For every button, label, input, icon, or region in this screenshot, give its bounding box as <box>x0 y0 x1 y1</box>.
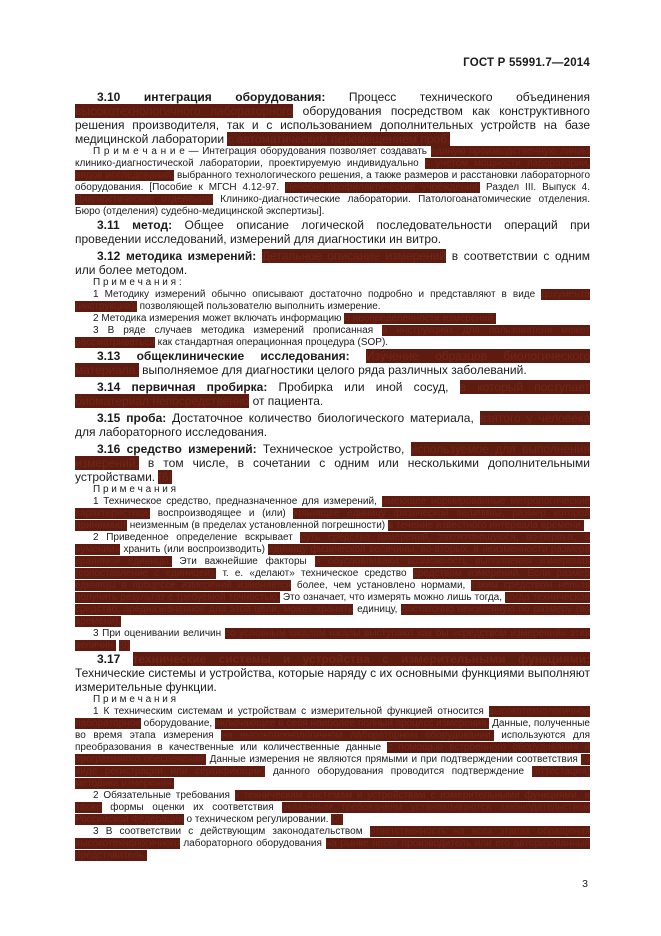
body-text-run: 1 Методику измерений обычно описывают достаточно подробно и представляют в виде <box>93 289 542 300</box>
body-text-run: данного оборудования проводится подтверждение <box>265 766 532 777</box>
highlighted-text-run: указанным требованиям устанавливаются законодательством Российской Федерации <box>75 802 590 825</box>
note-paragraph <box>75 146 590 218</box>
document-body <box>75 90 590 862</box>
body-text-run: 3 В соответствии с действующим законодательством <box>93 826 370 837</box>
highlighted-text-run: в инструкциях для пользователя может рассматриваться <box>75 325 590 348</box>
highlighted-text-run: на высокотехнологичном лабораторном оборудовании, <box>221 730 494 741</box>
term-definition-paragraph <box>75 249 590 277</box>
body-text-run: Данные, полученные во время этапа измерения <box>75 718 590 741</box>
body-text-run: Достаточное количество биологического материала, <box>166 411 480 425</box>
body-text-run: используются для преобразования в качественные или количественные данные <box>75 730 590 753</box>
body-text-run: хранить (или воспроизводить) <box>120 544 269 555</box>
body-text-run: о техническом регулировании. <box>183 814 332 825</box>
body-text-run: Техническое устройство, <box>256 442 411 456</box>
term-definition-paragraph <box>75 349 590 377</box>
body-text-run: П р и м е ч а н и е — Интеграция оборудования позволяет создавать <box>93 146 431 157</box>
highlighted-text-run: когда техническое средство, предназначенное для этой цели, может хранить <box>75 592 590 615</box>
highlighted-text-run: с помощью встроенного оборудования и программного обеспечения. <box>75 742 590 765</box>
highlighted-text-run: Лечебно-профилактические учреждения. <box>285 182 481 193</box>
highlighted-text-run: на рынке несет производитель или его авторизованный представитель. <box>75 838 590 861</box>
body-text-run: Клинико-диагностические лаборатории. Патологоанатомические отделения. Бюро (отделения) судебно-медицинской экспертизы]. <box>75 194 590 217</box>
term-label: 3.15 проба: <box>97 411 167 425</box>
note-item <box>75 706 590 790</box>
highlighted-text-run: единицу физической величины, во-вторых, в неизменности размера хранимой единицы. <box>75 544 591 567</box>
term-label: 3.16 средство измерений: <box>97 442 257 456</box>
body-text-run: 2 Приведенное определение вскрывает <box>93 532 301 543</box>
term-label: 3.11 метод: <box>97 218 173 232</box>
note-paragraph <box>75 484 590 496</box>
note-paragraph <box>75 694 590 706</box>
body-text-run: Раздел III. Выпуск 4. <box>480 182 590 193</box>
body-text-run: Данные измерения не являются прямыми и при подтверждении соответствия <box>206 754 582 765</box>
body-text-run: формы оценки их соответствия <box>101 802 283 813</box>
highlighted-text-run: документа (инструкции), <box>75 289 590 312</box>
note-item <box>75 496 590 532</box>
highlighted-text-run: с автоматическим перемещением проб. <box>227 132 451 146</box>
note-item <box>75 790 590 826</box>
note-item <box>75 313 590 325</box>
body-text-run <box>350 349 366 363</box>
highlighted-text-run: в течение известного интервала времени. <box>387 520 584 531</box>
body-text-run: как стандартная операционная процедура (SOP). <box>154 337 389 348</box>
body-text-run: неизменным (в пределах установленной погрешности) <box>126 520 388 531</box>
body-text-run: т. е. «делают» техническое средство <box>216 568 413 579</box>
highlighted-text-run: высокотехнологичное лабораторное <box>75 706 590 729</box>
highlighted-text-run: (в виде регистрации или сертификации) <box>75 754 590 777</box>
term-label: 3.13 общеклинические исследования: <box>97 349 350 363</box>
highlighted-text-run: средством измерений. Если размер единицы в процессе измерений изменяется <box>75 568 590 591</box>
highlighted-text-run: Детальное описание измерений <box>261 249 447 263</box>
highlighted-text-run: [2] <box>331 814 343 825</box>
highlighted-text-run: хранящее единицу физической величины, размер которой принимают <box>75 508 590 531</box>
body-text-run: в соответствии с одним или более методом. <box>75 249 590 277</box>
body-text-run: Процесс технического объединения <box>325 90 590 104</box>
highlighted-text-run: высокотехнологичного лабораторного <box>75 104 294 118</box>
body-text-run: Это означает, что измерять можно лишь тогда, <box>279 592 506 603</box>
highlighted-text-run: [9] <box>118 640 130 651</box>
note-item <box>75 532 590 628</box>
body-text-run: П р и м е ч а н и я <box>93 484 177 495</box>
note-item <box>75 325 590 349</box>
highlighted-text-run: и обусловливают возможность выполнения измерения (сопоставление с единицей), <box>75 556 590 579</box>
note-paragraph <box>75 277 590 289</box>
body-text-run: 3 В ряде случаев методика измерений прописанная <box>93 325 383 336</box>
body-text-run: выполняемое для диагностики целого ряда различных заболеваний. <box>138 363 527 377</box>
term-label: 3.14 первичная пробирка: <box>97 380 268 394</box>
body-text-run: 2 Обязательные требования <box>93 790 235 801</box>
highlighted-text-run: имеющее нормированные метрологические характеристики, <box>75 496 590 519</box>
highlighted-text-run: (аттестация) методики измерения. <box>75 766 590 789</box>
page-number: 3 <box>582 878 588 890</box>
note-item <box>75 826 590 862</box>
body-text-run: воспроизводящее и (или) <box>150 508 294 519</box>
highlighted-text-run: с учетом мощности лаборатории, видов исследований, <box>75 158 590 181</box>
term-definition-paragraph <box>75 90 590 146</box>
highlighted-text-run: включающее в себя наиболее полный процесс измерения. <box>215 718 490 729</box>
note-item <box>75 628 590 652</box>
body-text-run: от пациента. <box>249 394 324 408</box>
highlighted-text-run: о неопределенности измерений. <box>344 313 496 324</box>
highlighted-text-run: суть средства измерений, заключающуюся, во-первых, в «умении» <box>75 532 590 555</box>
highlighted-text-run: ответственность на всех этапах обращения высокотехнологичного <box>75 826 590 849</box>
body-text-run: Технические системы и устройства, которые наряду с их основными функциями выполняют измерительные функции. <box>75 666 590 694</box>
body-text-run: выбранного технологического решения, а также размеров и расстановки лабораторного оборудования. [Пособие к МГСН 4.12-97. <box>75 170 591 193</box>
body-text-run: в том числе, в сочетании с одним или несколькими дополнительными устройствами. <box>75 456 590 484</box>
body-text-run: П р и м е ч а н и я : <box>93 277 182 288</box>
highlighted-text-run: Изучение образцов биологического материала, <box>75 349 590 377</box>
body-text-run: 2 Методика измерения может включать информацию <box>93 313 345 324</box>
body-text-run: П р и м е ч а н и я <box>93 694 177 705</box>
body-text-run: Эти важнейшие факторы <box>171 556 315 567</box>
highlighted-text-run: Диагностические отделения: <box>75 194 213 205</box>
highlighted-text-run: в который поступает биоматериал непосредственно <box>75 380 590 408</box>
body-text-run: оборудование, <box>140 718 216 729</box>
term-definition-paragraph <box>75 380 590 408</box>
highlighted-text-run: [6] <box>158 470 172 484</box>
highlighted-text-run: достаточно неизменную по размеру (во времени). <box>75 604 590 627</box>
body-text-run: единицу, <box>353 604 402 615</box>
highlighted-text-run: взятого у человека <box>479 411 590 425</box>
highlighted-text-run: к техническим системам и устройствам с измерительными функциями, а также <box>75 790 590 813</box>
term-definition-paragraph <box>75 411 590 439</box>
term-definition-paragraph <box>75 218 590 246</box>
highlighted-text-run: по условным шкалам шкалы выступают как бы «средством измерений» этих величин. <box>75 628 590 651</box>
highlighted-text-run: используемое для выполнения измерений, <box>75 442 590 470</box>
body-text-run: лабораторного оборудования <box>179 838 326 849</box>
body-text-run: для лабораторного исследования. <box>75 425 268 439</box>
highlighted-term-label: технические системы и устройства с измерительными функциями: <box>132 652 590 666</box>
term-definition-paragraph <box>75 442 590 484</box>
body-text-run: оборудования посредством как конструктивного решения производителя, так и с использованием дополнительных устройств на базе медицинской лаборатории <box>75 104 590 146</box>
term-label: 3.10 интеграция оборудования: <box>97 90 326 104</box>
term-definition-paragraph <box>75 652 590 694</box>
body-text-run: Пробирка или иной сосуд, <box>267 380 460 394</box>
note-item <box>75 289 590 313</box>
body-text-run: более, чем установлено нормами, <box>291 580 471 591</box>
body-text-run: Общее описание логической последовательности операций при проведении исследований, измерений для диагностики ин витро. <box>75 218 590 246</box>
document-standard-number: ГОСТ Р 55991.7—2014 <box>463 57 590 69</box>
body-text-run: 1 Техническое средство, предназначенное для измерений, <box>93 496 382 507</box>
body-text-run: 3 При оценивании величин <box>93 628 225 639</box>
term-label: 3.17 <box>97 652 133 666</box>
highlighted-text-run: таким средством нельзя получить результат с требуемой точностью. <box>75 580 590 603</box>
body-text-run: позволяющей пользователю выполнить измерение. <box>136 301 381 312</box>
highlighted-text-run: единую производственную линию <box>430 146 591 157</box>
term-label: 3.12 методика измерений: <box>97 249 257 263</box>
body-text-run: 1 К техническим системам и устройствам с измерительной функцией относится <box>93 706 489 717</box>
body-text-run: клинико-диагностической лаборатории, проектируемую индивидуально <box>75 158 425 169</box>
